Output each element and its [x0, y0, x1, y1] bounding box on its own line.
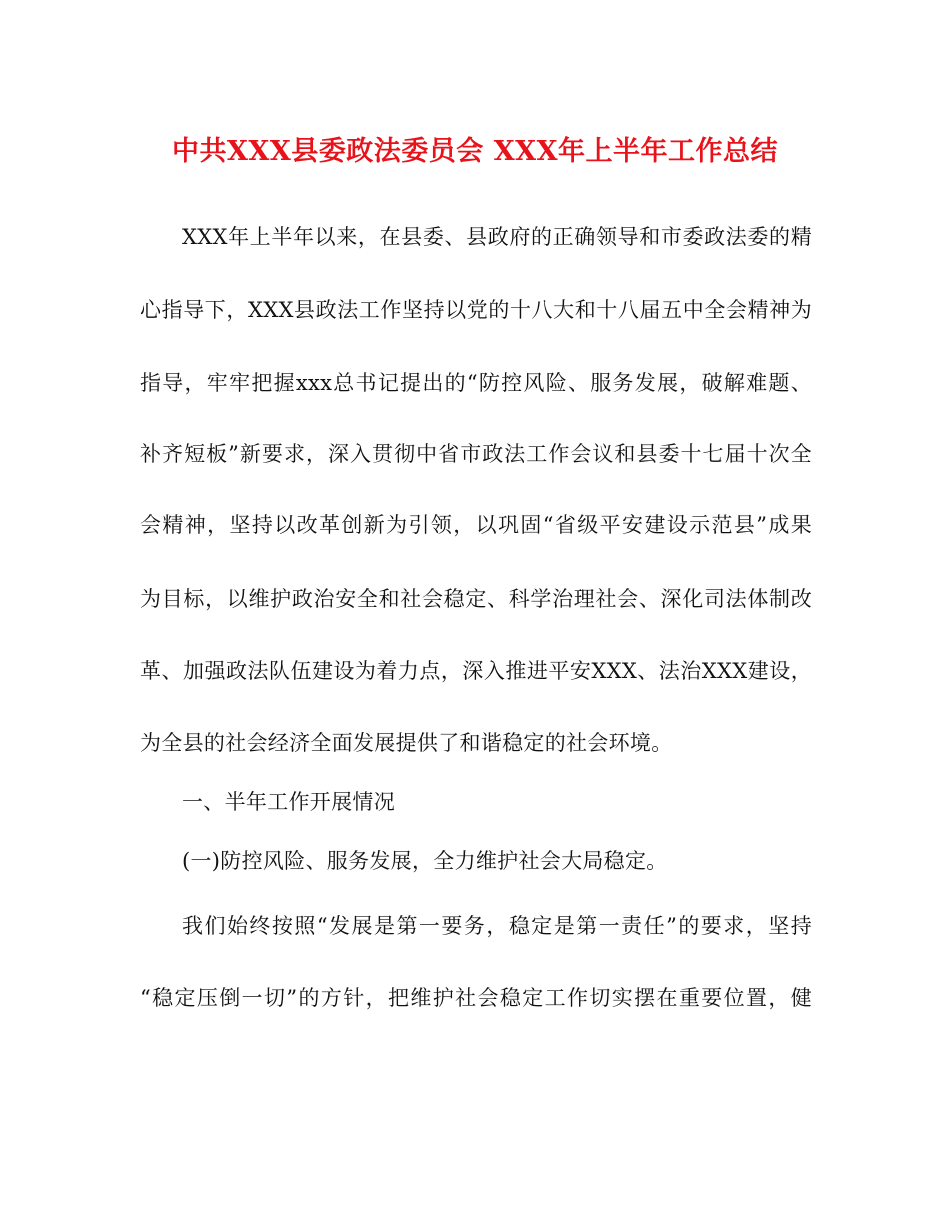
section-heading: 一、半年工作开展情况 [182, 790, 395, 814]
paragraph-line-7: 革、加强政法队伍建设为着力点，深入推进平安XXX、法治XXX建设， [140, 659, 812, 683]
paragraph-line-4: 补齐短板”新要求，深入贯彻中省市政法工作会议和县委十七届十次全 [140, 442, 812, 466]
paragraph-line-9: 我们始终按照“发展是第一要务，稳定是第一责任”的要求，坚持 [182, 914, 812, 938]
paragraph-line-5: 会精神，坚持以改革创新为引领，以巩固“省级平安建设示范县”成果 [140, 513, 812, 537]
paragraph-line-2: 心指导下，XXX县政法工作坚持以党的十八大和十八届五中全会精神为 [140, 298, 812, 322]
paragraph-line-6: 为目标，以维护政治安全和社会稳定、科学治理社会、深化司法体制改 [140, 587, 812, 611]
subsection-heading: (一)防控风险、服务发展，全力维护社会大局稳定。 [182, 849, 668, 873]
paragraph-line-3: 指导，牢牢把握xxx总书记提出的“防控风险、服务发展，破解难题、 [140, 371, 812, 395]
paragraph-line-1: XXX年上半年以来，在县委、县政府的正确领导和市委政法委的精 [182, 225, 812, 249]
paragraph-line-8: 为全县的社会经济全面发展提供了和谐稳定的社会环境。 [140, 731, 673, 755]
document-title: 中共XXX县委政法委员会 XXX年上半年工作总结 [171, 136, 779, 167]
paragraph-line-10: “稳定压倒一切”的方针，把维护社会稳定工作切实摆在重要位置，健 [140, 986, 812, 1010]
